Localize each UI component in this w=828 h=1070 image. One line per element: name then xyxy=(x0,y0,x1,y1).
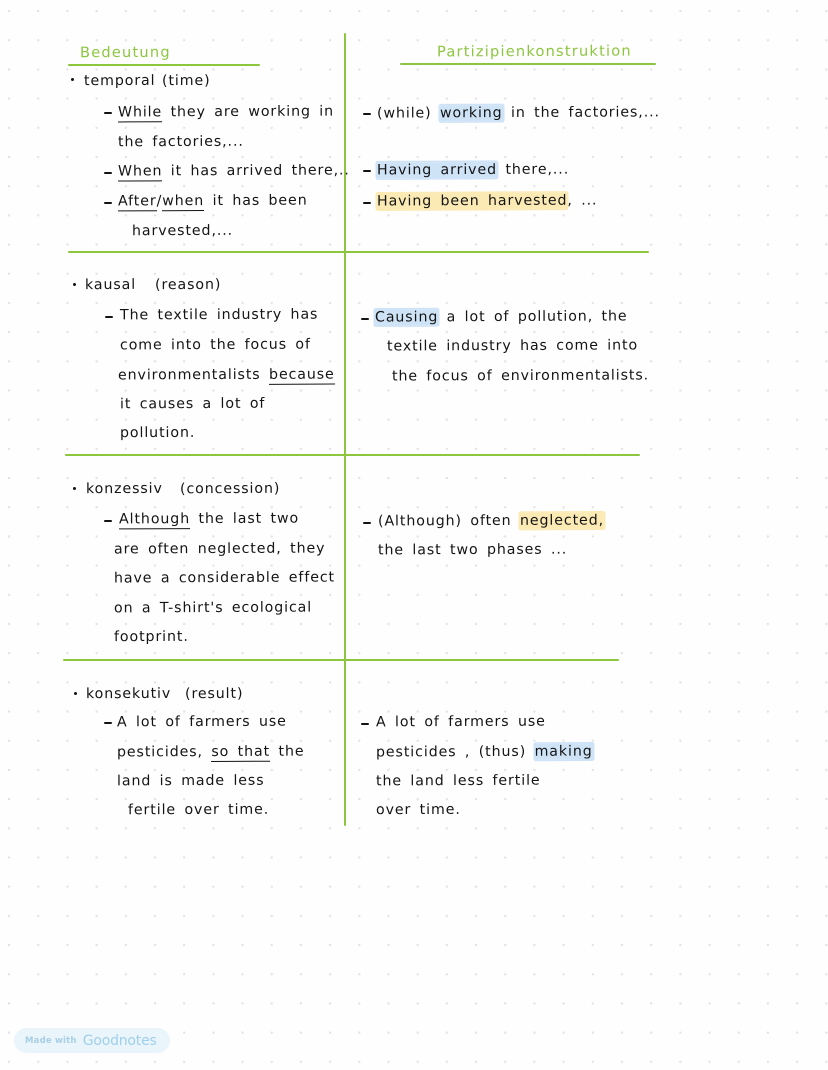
connector-when: when xyxy=(162,193,205,210)
connector-because: because xyxy=(268,366,335,383)
left-column-header: Bedeutung xyxy=(79,43,171,62)
line-text: have a considerable effect xyxy=(113,569,336,587)
section-title-konzessiv: konzessiv xyxy=(85,480,163,498)
section-divider-3 xyxy=(63,659,619,661)
left-line xyxy=(117,774,265,789)
line-text: A lot of farmers use xyxy=(375,713,546,731)
section-gloss-konzessiv: (concession) xyxy=(179,480,281,498)
right-line xyxy=(376,745,593,760)
right-line xyxy=(392,368,649,383)
line-text: A lot of farmers use xyxy=(116,713,287,731)
section-divider-2 xyxy=(65,454,640,456)
connector-after: After xyxy=(117,193,157,210)
line-text: , ... xyxy=(567,192,598,209)
left-line xyxy=(120,338,311,353)
slash: / xyxy=(156,193,163,210)
line-text: the land less fertile xyxy=(375,772,541,790)
line-text: they are working in xyxy=(170,103,335,121)
line-text: The textile industry has xyxy=(119,306,319,324)
left-line xyxy=(120,426,195,441)
watermark-prefix: Made with xyxy=(25,1035,77,1046)
connector-so-that: so that xyxy=(211,743,271,760)
left-line xyxy=(118,194,308,209)
left-line xyxy=(118,368,335,383)
left-line xyxy=(114,630,189,645)
dash-marker xyxy=(104,112,112,114)
dash-marker xyxy=(104,202,112,204)
section-gloss-kausal: (reason) xyxy=(154,276,222,294)
right-line xyxy=(375,309,628,324)
left-line xyxy=(118,163,350,178)
line-text: there,... xyxy=(505,161,570,178)
line-text: come into the focus of xyxy=(119,336,311,354)
line-text: pesticides, xyxy=(116,744,203,761)
dash-marker xyxy=(104,520,112,522)
line-text: pesticides , (thus) xyxy=(375,743,527,761)
section-title-kausal: kausal xyxy=(84,276,137,294)
right-line xyxy=(376,715,546,730)
line-text: textile industry has come into xyxy=(386,337,639,355)
left-line xyxy=(119,512,299,527)
section-bullet-konzessiv xyxy=(73,487,76,490)
dash-marker xyxy=(104,722,112,724)
dash-marker xyxy=(363,113,371,115)
left-line xyxy=(114,542,325,557)
section-bullet-temporal xyxy=(71,78,74,81)
line-text: in the factories,... xyxy=(510,104,660,122)
section-bullet-konsekutiv xyxy=(74,692,77,695)
right-line xyxy=(387,338,638,353)
section-gloss-konsekutiv: (result) xyxy=(184,685,244,703)
line-text: the last two phases ... xyxy=(377,541,568,559)
participle-highlight: Having been harvested xyxy=(376,192,568,210)
left-line xyxy=(132,224,233,239)
dash-marker xyxy=(361,723,369,725)
participle-highlight: working xyxy=(439,105,503,122)
participle-highlight: Having arrived xyxy=(376,161,498,179)
right-column-header: Partizipienkonstruktion xyxy=(436,42,632,61)
line-text: on a T-shirt's ecological xyxy=(113,599,313,617)
right-line xyxy=(377,194,598,209)
left-line xyxy=(118,105,334,120)
right-line xyxy=(378,543,567,558)
participle-highlight: Causing xyxy=(374,309,439,326)
right-line xyxy=(376,774,541,789)
line-text: the last two xyxy=(198,510,300,528)
section-title-konsekutiv: konsekutiv xyxy=(85,685,172,703)
left-line xyxy=(117,715,287,730)
column-divider xyxy=(344,33,346,826)
line-text: a lot of pollution, the xyxy=(446,308,628,326)
dash-marker xyxy=(361,318,369,320)
right-line xyxy=(378,514,604,529)
section-gloss-temporal: (time) xyxy=(161,72,211,90)
dash-marker xyxy=(105,316,113,318)
left-line xyxy=(114,571,335,586)
connector-when: When xyxy=(117,163,163,180)
line-text: it has been xyxy=(212,192,308,210)
left-column-header-underline xyxy=(68,64,260,66)
line-text: (while) xyxy=(376,105,432,122)
line-text: harvested,... xyxy=(131,222,234,240)
participle-highlight: making xyxy=(534,743,593,760)
line-text: land is made less xyxy=(116,772,265,790)
line-text: the xyxy=(278,743,305,760)
line-text: are often neglected, they xyxy=(113,540,326,558)
left-line xyxy=(118,135,244,150)
line-text: (Although) often xyxy=(377,512,512,530)
participle-highlight: neglected, xyxy=(519,512,605,529)
line-text: fertile over time. xyxy=(127,801,270,819)
line-text: it causes a lot of xyxy=(119,395,266,413)
left-line xyxy=(117,745,305,760)
dash-marker xyxy=(363,202,371,204)
section-divider-1 xyxy=(68,251,649,253)
dash-marker xyxy=(104,172,112,174)
dash-marker xyxy=(363,522,371,524)
line-text: the focus of environmentalists. xyxy=(391,367,650,385)
line-text: the factories,... xyxy=(117,133,244,151)
connector-although: Although xyxy=(118,511,191,528)
right-line xyxy=(376,803,461,818)
goodnotes-watermark[interactable] xyxy=(14,1028,170,1053)
right-column-header-underline xyxy=(400,63,656,65)
line-text: it has arrived there,.. xyxy=(170,162,350,180)
section-title-temporal: temporal xyxy=(83,72,156,90)
line-text: footprint. xyxy=(113,628,189,646)
dash-marker xyxy=(363,170,371,172)
connector-while: While xyxy=(117,104,163,121)
right-line xyxy=(377,105,660,120)
left-line xyxy=(128,803,269,818)
left-line xyxy=(114,601,312,616)
left-line xyxy=(120,397,265,412)
watermark-brand: Goodnotes xyxy=(82,1032,157,1049)
line-text: pollution. xyxy=(119,424,196,442)
right-line xyxy=(377,163,569,178)
line-text: environmentalists xyxy=(117,366,261,384)
line-text: over time. xyxy=(375,801,461,819)
section-bullet-kausal xyxy=(73,283,76,286)
left-line xyxy=(120,308,318,323)
